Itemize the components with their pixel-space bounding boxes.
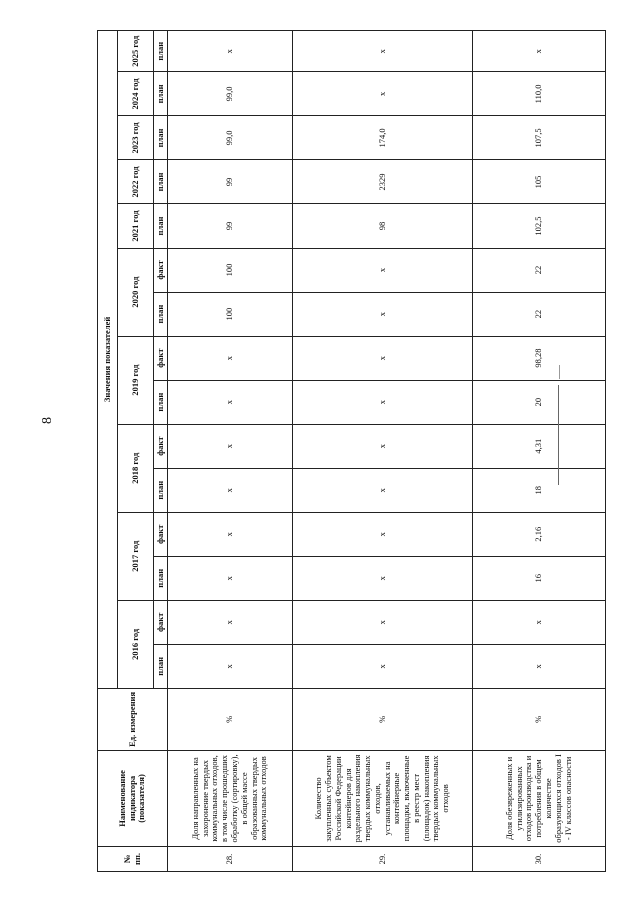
value-cell: x: [293, 556, 473, 600]
subheader-plan: план: [154, 72, 168, 116]
value-cell: 100: [168, 292, 293, 336]
subheader-fact: факт: [154, 512, 168, 556]
subheader-fact: факт: [154, 336, 168, 380]
year-header: 2022 год: [118, 160, 154, 204]
year-header: 2019 год: [118, 336, 154, 424]
table-row: [473, 31, 606, 872]
year-header: 2024 год: [118, 72, 154, 116]
year-header: 2017 год: [118, 512, 154, 600]
value-cell: x: [168, 644, 293, 688]
value-cell: 16: [473, 556, 606, 600]
value-cell: 102,5: [473, 204, 606, 248]
value-cell: x: [293, 72, 473, 116]
subheader-plan: план: [154, 116, 168, 160]
value-cell: x: [293, 424, 473, 468]
value-cell: x: [168, 512, 293, 556]
value-cell: x: [168, 31, 293, 72]
value-cell: x: [293, 336, 473, 380]
row-number: 28.: [168, 846, 293, 871]
value-cell: x: [168, 556, 293, 600]
unit-cell: %: [473, 688, 606, 750]
row-number: 30.: [473, 846, 606, 871]
col-header-name: Наименование индикатора (показателя): [98, 750, 168, 846]
value-cell: 105: [473, 160, 606, 204]
value-cell: x: [293, 644, 473, 688]
margin-line: [558, 385, 559, 485]
table-row: [293, 31, 473, 872]
value-cell: 99,0: [168, 72, 293, 116]
value-cell: 99,0: [168, 116, 293, 160]
indicators-table: [97, 30, 606, 872]
indicator-name: Количество закупленных субъектом Российской Федерации контейнеров для раздельного накопления твердых коммунальных отходов, устанавливаемых на контейнерные площадки, включенные в реестр мест (площадок) накопления твердых коммунальных отходов: [293, 750, 473, 846]
value-cell: x: [293, 248, 473, 292]
indicator-name: Доля обезвреженных и утилизированных отходов производства и потребления в общем количестве образующихся отходов I - IV классов опасности: [473, 750, 606, 846]
page-number: 8: [40, 417, 55, 424]
value-cell: x: [293, 380, 473, 424]
subheader-plan: план: [154, 160, 168, 204]
subheader-plan: план: [154, 292, 168, 336]
value-cell: 2,16: [473, 512, 606, 556]
value-cell: x: [293, 292, 473, 336]
value-cell: x: [293, 468, 473, 512]
year-header: 2023 год: [118, 116, 154, 160]
rotated-table-container: [97, 30, 606, 872]
subheader-plan: план: [154, 380, 168, 424]
margin-mark: [559, 365, 560, 379]
value-cell: 22: [473, 248, 606, 292]
subheader-fact: факт: [154, 600, 168, 644]
unit-cell: %: [168, 688, 293, 750]
value-cell: x: [293, 31, 473, 72]
value-cell: 98: [293, 204, 473, 248]
value-cell: x: [293, 512, 473, 556]
value-cell: 18: [473, 468, 606, 512]
values-header: Значения показателей: [98, 31, 118, 689]
year-header: 2021 год: [118, 204, 154, 248]
value-cell: x: [168, 600, 293, 644]
indicator-name: Доля направленных на захоронение твердых коммунальных отходов, в том числе прошедших обработку (сортировку), в общей массе образованных твердых коммунальных отходов: [168, 750, 293, 846]
value-cell: 99: [168, 160, 293, 204]
value-cell: 98,28: [473, 336, 606, 380]
value-cell: 110,0: [473, 72, 606, 116]
value-cell: x: [168, 380, 293, 424]
subheader-fact: факт: [154, 248, 168, 292]
subheader-plan: план: [154, 468, 168, 512]
value-cell: x: [293, 600, 473, 644]
value-cell: x: [473, 31, 606, 72]
value-cell: 99: [168, 204, 293, 248]
subheader-plan: план: [154, 31, 168, 72]
subheader-fact: факт: [154, 424, 168, 468]
unit-cell: %: [293, 688, 473, 750]
value-cell: 2329: [293, 160, 473, 204]
value-cell: 107,5: [473, 116, 606, 160]
year-header: 2020 год: [118, 248, 154, 336]
subheader-plan: план: [154, 556, 168, 600]
value-cell: x: [473, 644, 606, 688]
value-cell: x: [168, 468, 293, 512]
col-header-num: № пп.: [98, 846, 168, 871]
table-row: [168, 31, 293, 872]
value-cell: 4,31: [473, 424, 606, 468]
subheader-plan: план: [154, 644, 168, 688]
value-cell: x: [168, 336, 293, 380]
year-header: 2016 год: [118, 600, 154, 688]
year-header: 2018 год: [118, 424, 154, 512]
col-header-unit: Ед. измерения: [98, 688, 168, 750]
value-cell: x: [473, 600, 606, 644]
subheader-plan: план: [154, 204, 168, 248]
value-cell: 100: [168, 248, 293, 292]
value-cell: 20: [473, 380, 606, 424]
value-cell: 22: [473, 292, 606, 336]
value-cell: 174,0: [293, 116, 473, 160]
row-number: 29.: [293, 846, 473, 871]
value-cell: x: [168, 424, 293, 468]
year-header: 2025 год: [118, 31, 154, 72]
